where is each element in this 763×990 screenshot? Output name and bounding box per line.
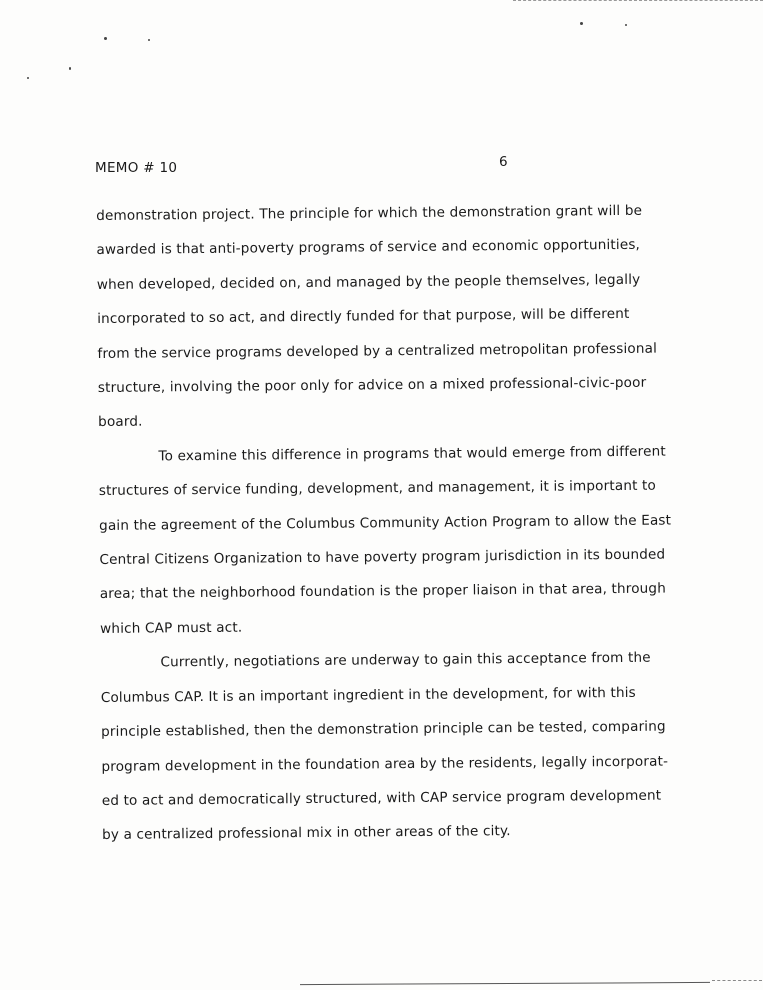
text-line: incorporated to so act, and directly funded for that purpose, will be different — [97, 306, 630, 328]
text-line: when developed, decided on, and managed by the people themselves, legally — [96, 271, 641, 293]
top-edge-artifact — [513, 0, 763, 3]
text-line: ed to act and democratically structured, with CAP service program development — [101, 787, 662, 809]
text-line: program development in the foundation area by the residents, legally incorporat- — [101, 753, 669, 775]
text-line: Central Citizens Organization to have poverty program jurisdiction in its bounded — [99, 546, 666, 569]
scan-speck — [69, 67, 71, 70]
text-line: structure, involving the poor only for advice on a mixed professional-civic-poor — [97, 374, 647, 397]
text-line: which CAP must act. — [100, 619, 243, 637]
scan-speck — [625, 24, 627, 26]
text-line: principle established, then the demonstration principle can be tested, comparing — [101, 718, 666, 741]
scan-speck — [580, 22, 583, 25]
bottom-edge-dash — [712, 980, 762, 981]
page-number: 6 — [499, 154, 508, 170]
text-line: demonstration project. The principle for which the demonstration grant will be — [96, 202, 643, 224]
text-line: area; that the neighborhood foundation is the proper liaison in that area, through — [99, 581, 667, 603]
scan-speck — [27, 77, 29, 79]
text-line: from the service programs developed by a centralized metropolitan professional — [97, 340, 658, 362]
paragraph-start-line: To examine this difference in programs that would emerge from different — [158, 443, 666, 465]
scan-speck — [148, 39, 150, 41]
paragraph-start-line: Currently, negotiations are underway to gain this acceptance from the — [160, 649, 651, 671]
text-line: awarded is that anti-poverty programs of service and economic opportunities, — [96, 237, 641, 259]
text-line: by a centralized professional mix in other areas of the city. — [102, 823, 511, 844]
text-line: gain the agreement of the Columbus Community Action Program to allow the East — [99, 512, 672, 534]
memo-label: MEMO # 10 — [95, 160, 178, 176]
bottom-edge-line — [300, 982, 710, 985]
text-line: board. — [98, 414, 143, 431]
text-line: structures of service funding, development, and management, it is important to — [98, 477, 657, 500]
memo-body-text — [96, 193, 702, 852]
scan-speck — [104, 37, 107, 40]
text-line: Columbus CAP. It is an important ingredient in the development, for with this — [100, 684, 636, 706]
